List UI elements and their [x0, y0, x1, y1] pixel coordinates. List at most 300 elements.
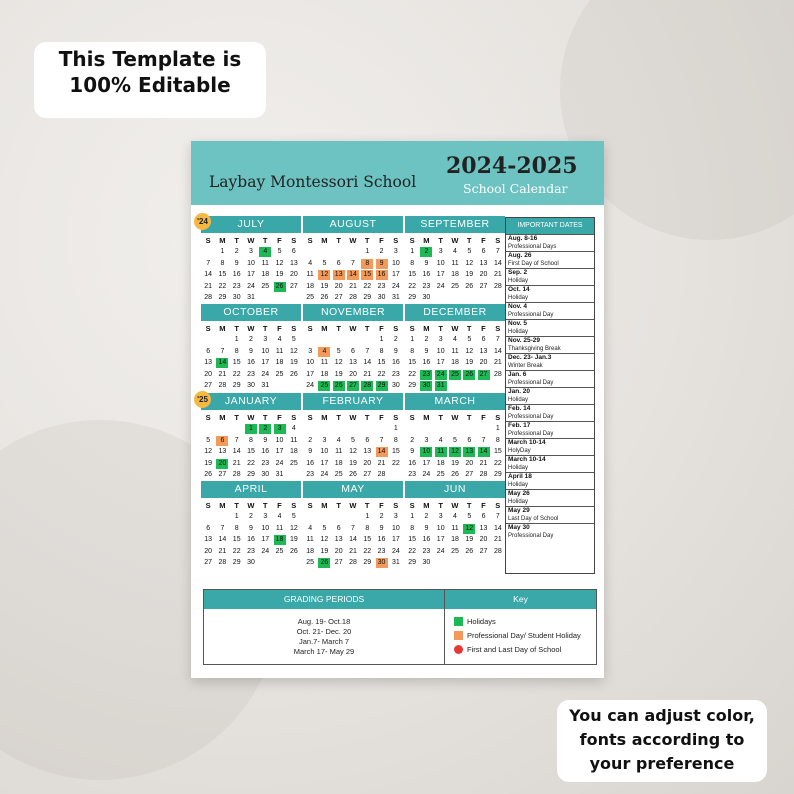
calendar-day: 17 — [247, 271, 255, 278]
calendar-day: 6 — [336, 524, 341, 532]
weekday-row — [201, 324, 301, 334]
empty-day — [462, 424, 476, 436]
calendar-day: 17 — [391, 536, 400, 543]
calendar-day: 3 — [393, 248, 398, 255]
calendar-day: 1 — [365, 513, 370, 520]
month-heading: MAY — [303, 481, 403, 498]
calendar-day: 21 — [204, 282, 213, 290]
calendar-day: 2 — [234, 248, 239, 255]
important-date: Oct. 14 — [508, 286, 530, 293]
calendar-day: 24 — [391, 282, 400, 290]
calendar-day: 16 — [422, 359, 431, 366]
calendar-day: 15 — [363, 536, 372, 543]
calendar-day: 30 — [261, 471, 270, 478]
calendar-day: 10 — [261, 347, 270, 355]
calendar-day: 14 — [204, 271, 213, 278]
important-date-item — [506, 370, 594, 387]
day-grid — [405, 335, 505, 393]
weekday-label: M — [219, 413, 226, 422]
calendar-day: 20 — [204, 370, 213, 378]
calendar-day: 1 — [234, 336, 239, 343]
grading-periods-heading: GRADING PERIODS — [204, 590, 444, 609]
weekday-row — [303, 413, 403, 423]
important-date-item — [506, 387, 594, 404]
holiday-day: 27 — [346, 381, 360, 393]
calendar-day: 13 — [349, 359, 357, 366]
calendar-day: 22 — [408, 370, 417, 378]
calendar-day: 8 — [393, 436, 398, 444]
calendar-day: 24 — [422, 471, 431, 478]
empty-day — [448, 424, 462, 436]
calendar-day: 15 — [232, 536, 241, 543]
calendar-day: 17 — [422, 459, 431, 467]
calendar-day: 21 — [218, 547, 227, 555]
year-title: 2024-2025 — [446, 153, 578, 179]
calendar-day: 5 — [322, 524, 327, 532]
calendar-day: 2 — [249, 513, 253, 520]
empty-day — [332, 335, 346, 347]
holiday-day: 24 — [434, 370, 448, 382]
calendar-day: 18 — [334, 459, 343, 467]
calendar-day: 18 — [451, 359, 459, 366]
calendar-day: 6 — [481, 336, 486, 343]
weekday-label: T — [234, 501, 239, 510]
important-date: May 30 — [508, 524, 530, 531]
calendar-day: 18 — [451, 271, 459, 278]
calendar-day: 19 — [465, 271, 474, 278]
month-jun — [405, 481, 505, 568]
calendar-day: 12 — [289, 347, 298, 355]
weekday-label: T — [234, 324, 239, 333]
calendar-day: 6 — [351, 347, 355, 355]
weekday-label: S — [205, 501, 211, 510]
calendar-day: 9 — [263, 436, 268, 444]
professional-day: 30 — [374, 558, 388, 570]
calendar-day: 1 — [393, 425, 398, 432]
empty-day — [317, 335, 331, 347]
calendar-day: 25 — [289, 459, 298, 467]
empty-day — [346, 335, 360, 347]
holiday-day: 26 — [272, 282, 286, 294]
calendar-day: 11 — [275, 524, 284, 532]
calendar-day: 21 — [349, 282, 357, 290]
calendar-day: 1 — [234, 513, 239, 520]
calendar-day: 4 — [438, 436, 443, 444]
calendar-day: 18 — [320, 370, 329, 378]
weekday-label: S — [393, 501, 399, 510]
calendar-day: 16 — [377, 536, 386, 543]
important-date-item — [506, 438, 594, 455]
calendar-day: 12 — [465, 259, 474, 267]
important-date-item — [506, 455, 594, 472]
calendar-day: 1 — [410, 513, 415, 520]
weekday-label: F — [481, 501, 486, 510]
calendar-day: 26 — [289, 547, 298, 555]
weekday-row — [405, 413, 505, 423]
professional-day: 12 — [317, 270, 331, 282]
important-date-label: Holiday — [508, 295, 529, 301]
important-date-label: Holiday — [508, 465, 529, 471]
red-circle-icon — [454, 645, 463, 654]
calendar-day: 17 — [261, 359, 270, 366]
calendar-day: 26 — [465, 282, 474, 290]
calendar-day: 9 — [424, 259, 429, 267]
weekday-row — [405, 236, 505, 246]
calendar-day: 7 — [220, 347, 225, 355]
calendar-day: 3 — [249, 248, 253, 255]
calendar-day: 31 — [391, 294, 400, 301]
calendar-day: 29 — [218, 294, 227, 301]
calendar-day: 13 — [334, 536, 343, 543]
weekday-label: S — [393, 236, 399, 245]
important-date: March 10-14 — [508, 439, 546, 446]
weekday-label: S — [205, 324, 211, 333]
calendar-day: 21 — [493, 271, 502, 278]
calendar-day: 31 — [275, 471, 284, 478]
calendar-day: 3 — [438, 513, 443, 520]
calendar-day: 29 — [363, 559, 372, 566]
calendar-day: 11 — [261, 259, 269, 267]
calendar-day: 5 — [277, 248, 282, 255]
weekday-label: T — [466, 501, 472, 510]
calendar-day: 9 — [234, 259, 239, 267]
important-dates-panel — [505, 217, 595, 574]
calendar-header — [191, 141, 604, 205]
holiday-day: 14 — [476, 447, 490, 459]
weekday-label: F — [379, 236, 384, 245]
weekday-label: W — [451, 324, 459, 333]
holiday-day: 1 — [244, 424, 258, 436]
calendar-day: 4 — [291, 425, 296, 432]
month-heading: NOVEMBER — [303, 304, 403, 321]
month-heading: AUGUST — [303, 216, 403, 233]
calendar-day: 15 — [232, 359, 241, 366]
weekday-label: T — [466, 324, 472, 333]
important-date-item — [506, 472, 594, 489]
empty-day — [317, 424, 331, 436]
calendar-day: 17 — [261, 536, 270, 543]
calendar-day: 8 — [234, 347, 239, 355]
weekday-label: T — [262, 236, 268, 245]
calendar-day: 21 — [363, 370, 372, 378]
grading-period: Aug. 19- Oct.18 — [297, 617, 351, 626]
holiday-day: 12 — [462, 524, 476, 536]
important-date-item — [506, 268, 594, 285]
holiday-day: 13 — [462, 447, 476, 459]
calendar-day: 5 — [351, 436, 355, 444]
empty-day — [215, 512, 229, 524]
empty-day — [303, 424, 317, 436]
important-date: Feb. 17 — [508, 422, 531, 429]
empty-day — [360, 424, 374, 436]
calendar-day: 29 — [493, 471, 502, 478]
weekday-label: M — [321, 413, 328, 422]
calendar-day: 17 — [436, 359, 445, 366]
calendar-day: 18 — [261, 271, 270, 278]
calendar-day: 20 — [479, 536, 488, 543]
holiday-day: 2 — [419, 247, 433, 259]
calendar-day: 22 — [363, 547, 372, 555]
calendar-day: 28 — [204, 294, 213, 301]
weekday-label: M — [423, 413, 430, 422]
professional-day: 13 — [332, 270, 346, 282]
calendar-day: 6 — [206, 347, 211, 355]
calendar-day: 24 — [261, 370, 270, 378]
calendar-day: 16 — [408, 459, 417, 467]
important-date-item — [506, 302, 594, 319]
weekday-label: F — [277, 236, 282, 245]
calendar-day: 5 — [291, 513, 296, 520]
weekday-label: S — [205, 413, 211, 422]
day-grid — [303, 512, 403, 570]
calendar-day: 19 — [289, 536, 298, 543]
promo-line: your preference — [589, 754, 735, 773]
calendar-day: 15 — [493, 448, 502, 455]
holiday-day: 18 — [272, 535, 286, 547]
month-heading: FEBRUARY — [303, 393, 403, 410]
grading-period: Oct. 21- Dec. 20 — [296, 627, 352, 636]
calendar-day: 21 — [493, 536, 502, 543]
calendar-day: 14 — [493, 524, 502, 532]
calendar-day: 16 — [261, 448, 270, 455]
calendar-day: 7 — [351, 524, 355, 532]
weekday-label: W — [247, 236, 255, 245]
empty-day — [332, 512, 346, 524]
calendar-day: 29 — [408, 294, 417, 301]
calendar-day: 30 — [422, 559, 431, 566]
calendar-day: 16 — [391, 359, 400, 366]
weekday-label: S — [495, 501, 501, 510]
weekday-row — [201, 501, 301, 511]
calendar-day: 20 — [289, 271, 298, 278]
calendar-day: 26 — [451, 471, 459, 478]
weekday-label: T — [438, 324, 443, 333]
calendar-day: 25 — [451, 547, 459, 555]
calendar-day: 15 — [391, 448, 400, 455]
day-grid — [303, 335, 403, 393]
calendar-day: 20 — [479, 271, 488, 278]
calendar-day: 3 — [263, 336, 268, 343]
month-march — [405, 393, 505, 480]
calendar-day: 22 — [232, 547, 241, 555]
important-date-label: Professional Day — [508, 533, 554, 539]
empty-day — [332, 424, 346, 436]
calendar-day: 9 — [379, 524, 384, 532]
calendar-day: 27 — [363, 471, 372, 478]
orange-square-icon — [454, 631, 463, 640]
empty-day — [230, 424, 244, 436]
day-grid — [405, 247, 505, 305]
empty-day — [434, 424, 448, 436]
weekday-label: S — [307, 501, 313, 510]
divider — [444, 590, 445, 664]
important-date: Nov. 25-29 — [508, 337, 541, 344]
important-dates-heading: IMPORTANT DATES — [506, 218, 594, 234]
calendar-day: 23 — [377, 547, 386, 555]
empty-day — [201, 424, 215, 436]
empty-day — [476, 424, 490, 436]
calendar-day: 27 — [334, 294, 343, 301]
weekday-label: S — [409, 236, 415, 245]
calendar-day: 22 — [408, 547, 417, 555]
calendar-day: 10 — [391, 259, 400, 267]
calendar-day: 23 — [306, 471, 315, 478]
calendar-day: 26 — [320, 294, 329, 301]
calendar-day: 24 — [261, 547, 270, 555]
calendar-day: 29 — [408, 382, 417, 389]
key-heading: Key — [445, 590, 596, 609]
empty-day — [303, 335, 317, 347]
calendar-day: 27 — [204, 559, 213, 566]
calendar-day: 22 — [218, 282, 227, 290]
important-date-label: Holiday — [508, 329, 529, 335]
month-heading: SEPTEMBER — [405, 216, 505, 233]
weekday-label: S — [205, 236, 211, 245]
holiday-day: 25 — [448, 370, 462, 382]
calendar-day: 22 — [408, 282, 417, 290]
professional-day: 15 — [360, 270, 374, 282]
weekday-label: S — [291, 501, 297, 510]
calendar-day: 13 — [218, 448, 227, 455]
important-date-item — [506, 319, 594, 336]
calendar-day: 25 — [334, 471, 343, 478]
calendar-day: 2 — [379, 248, 384, 255]
calendar-day: 23 — [422, 282, 431, 290]
professional-day: 6 — [215, 436, 229, 448]
weekday-label: T — [438, 236, 443, 245]
calendar-day: 16 — [422, 536, 431, 543]
calendar-day: 19 — [465, 536, 474, 543]
calendar-day: 31 — [261, 382, 270, 389]
weekday-label: T — [364, 501, 370, 510]
calendar-day: 19 — [349, 459, 357, 467]
weekday-label: F — [277, 324, 282, 333]
holiday-day: 26 — [462, 370, 476, 382]
calendar-day: 26 — [204, 471, 213, 478]
weekday-row — [201, 236, 301, 246]
weekday-label: T — [262, 413, 268, 422]
calendar-day: 2 — [393, 336, 398, 343]
calendar-day: 13 — [479, 347, 488, 355]
day-grid — [201, 247, 301, 305]
calendar-day: 25 — [306, 559, 315, 566]
calendar-day: 18 — [451, 536, 459, 543]
calendar-day: 28 — [479, 471, 488, 478]
calendar-day: 16 — [232, 271, 241, 278]
calendar-day: 3 — [438, 248, 443, 255]
calendar-day: 2 — [379, 513, 384, 520]
weekday-row — [303, 236, 403, 246]
calendar-day: 11 — [290, 436, 298, 444]
weekday-label: T — [336, 236, 341, 245]
calendar-day: 24 — [391, 547, 400, 555]
holiday-day: 29 — [374, 381, 388, 393]
calendar-day: 28 — [232, 471, 241, 478]
calendar-day: 7 — [220, 524, 225, 532]
weekday-label: T — [466, 236, 472, 245]
calendar-day: 21 — [232, 459, 241, 467]
important-date: May 26 — [508, 490, 530, 497]
calendar-day: 19 — [275, 271, 284, 278]
calendar-day: 14 — [493, 259, 502, 267]
calendar-day: 7 — [234, 436, 239, 444]
calendar-day: 4 — [308, 524, 313, 532]
holiday-day: 2 — [258, 424, 272, 436]
month-january — [201, 393, 301, 480]
calendar-day: 12 — [334, 359, 343, 366]
empty-day — [201, 335, 215, 347]
weekday-label: S — [291, 413, 297, 422]
important-date: March 10-14 — [508, 456, 546, 463]
calendar-day: 12 — [349, 448, 357, 455]
calendar-day: 13 — [289, 259, 298, 267]
calendar-day: 3 — [308, 347, 313, 355]
calendar-day: 23 — [261, 459, 270, 467]
calendar-day: 4 — [453, 248, 457, 255]
calendar-day: 28 — [218, 382, 227, 389]
professional-day: 14 — [346, 270, 360, 282]
day-grid — [201, 424, 301, 482]
calendar-day: 31 — [247, 294, 255, 301]
important-date: Nov. 4 — [508, 303, 528, 310]
empty-day — [405, 424, 419, 436]
month-november — [303, 304, 403, 391]
weekday-label: T — [438, 501, 443, 510]
day-grid — [303, 247, 403, 305]
calendar-day: 5 — [453, 436, 457, 444]
calendar-day: 8 — [410, 524, 415, 532]
calendar-day: 16 — [247, 359, 255, 366]
calendar-day: 4 — [277, 513, 282, 520]
calendar-day: 7 — [495, 513, 500, 520]
calendar-day: 3 — [393, 513, 398, 520]
calendar-day: 24 — [436, 282, 445, 290]
holiday-day: 25 — [317, 381, 331, 393]
weekday-label: T — [438, 413, 443, 422]
calendar-day: 8 — [410, 259, 415, 267]
important-date-item — [506, 506, 594, 523]
calendar-day: 6 — [206, 524, 211, 532]
professional-day: 9 — [374, 259, 388, 271]
calendar-day: 13 — [363, 448, 372, 455]
grading-key-box — [203, 589, 597, 665]
calendar-day: 12 — [289, 524, 298, 532]
calendar-day: 12 — [275, 259, 284, 267]
weekday-label: S — [495, 324, 501, 333]
important-date-label: Professional Day — [508, 380, 554, 386]
promo-line: 100% Editable — [69, 73, 231, 98]
holiday-day: 20 — [215, 459, 229, 471]
calendar-day: 7 — [495, 248, 500, 255]
calendar-day: 20 — [334, 282, 343, 290]
calendar-day: 13 — [479, 259, 488, 267]
calendar-day: 2 — [308, 436, 313, 444]
calendar-day: 2 — [249, 336, 253, 343]
weekday-label: W — [349, 501, 357, 510]
calendar-day: 8 — [410, 347, 415, 355]
important-date: Jan. 6 — [508, 371, 527, 378]
calendar-day: 2 — [424, 513, 429, 520]
holiday-day: 31 — [434, 381, 448, 393]
calendar-day: 7 — [495, 336, 500, 343]
calendar-day: 5 — [467, 248, 472, 255]
calendar-day: 11 — [275, 347, 284, 355]
calendar-day: 30 — [247, 559, 255, 566]
key-item-professional-day — [454, 631, 581, 640]
professional-day: 8 — [360, 259, 374, 271]
weekday-label: W — [349, 236, 357, 245]
calendar-sheet — [191, 141, 604, 678]
